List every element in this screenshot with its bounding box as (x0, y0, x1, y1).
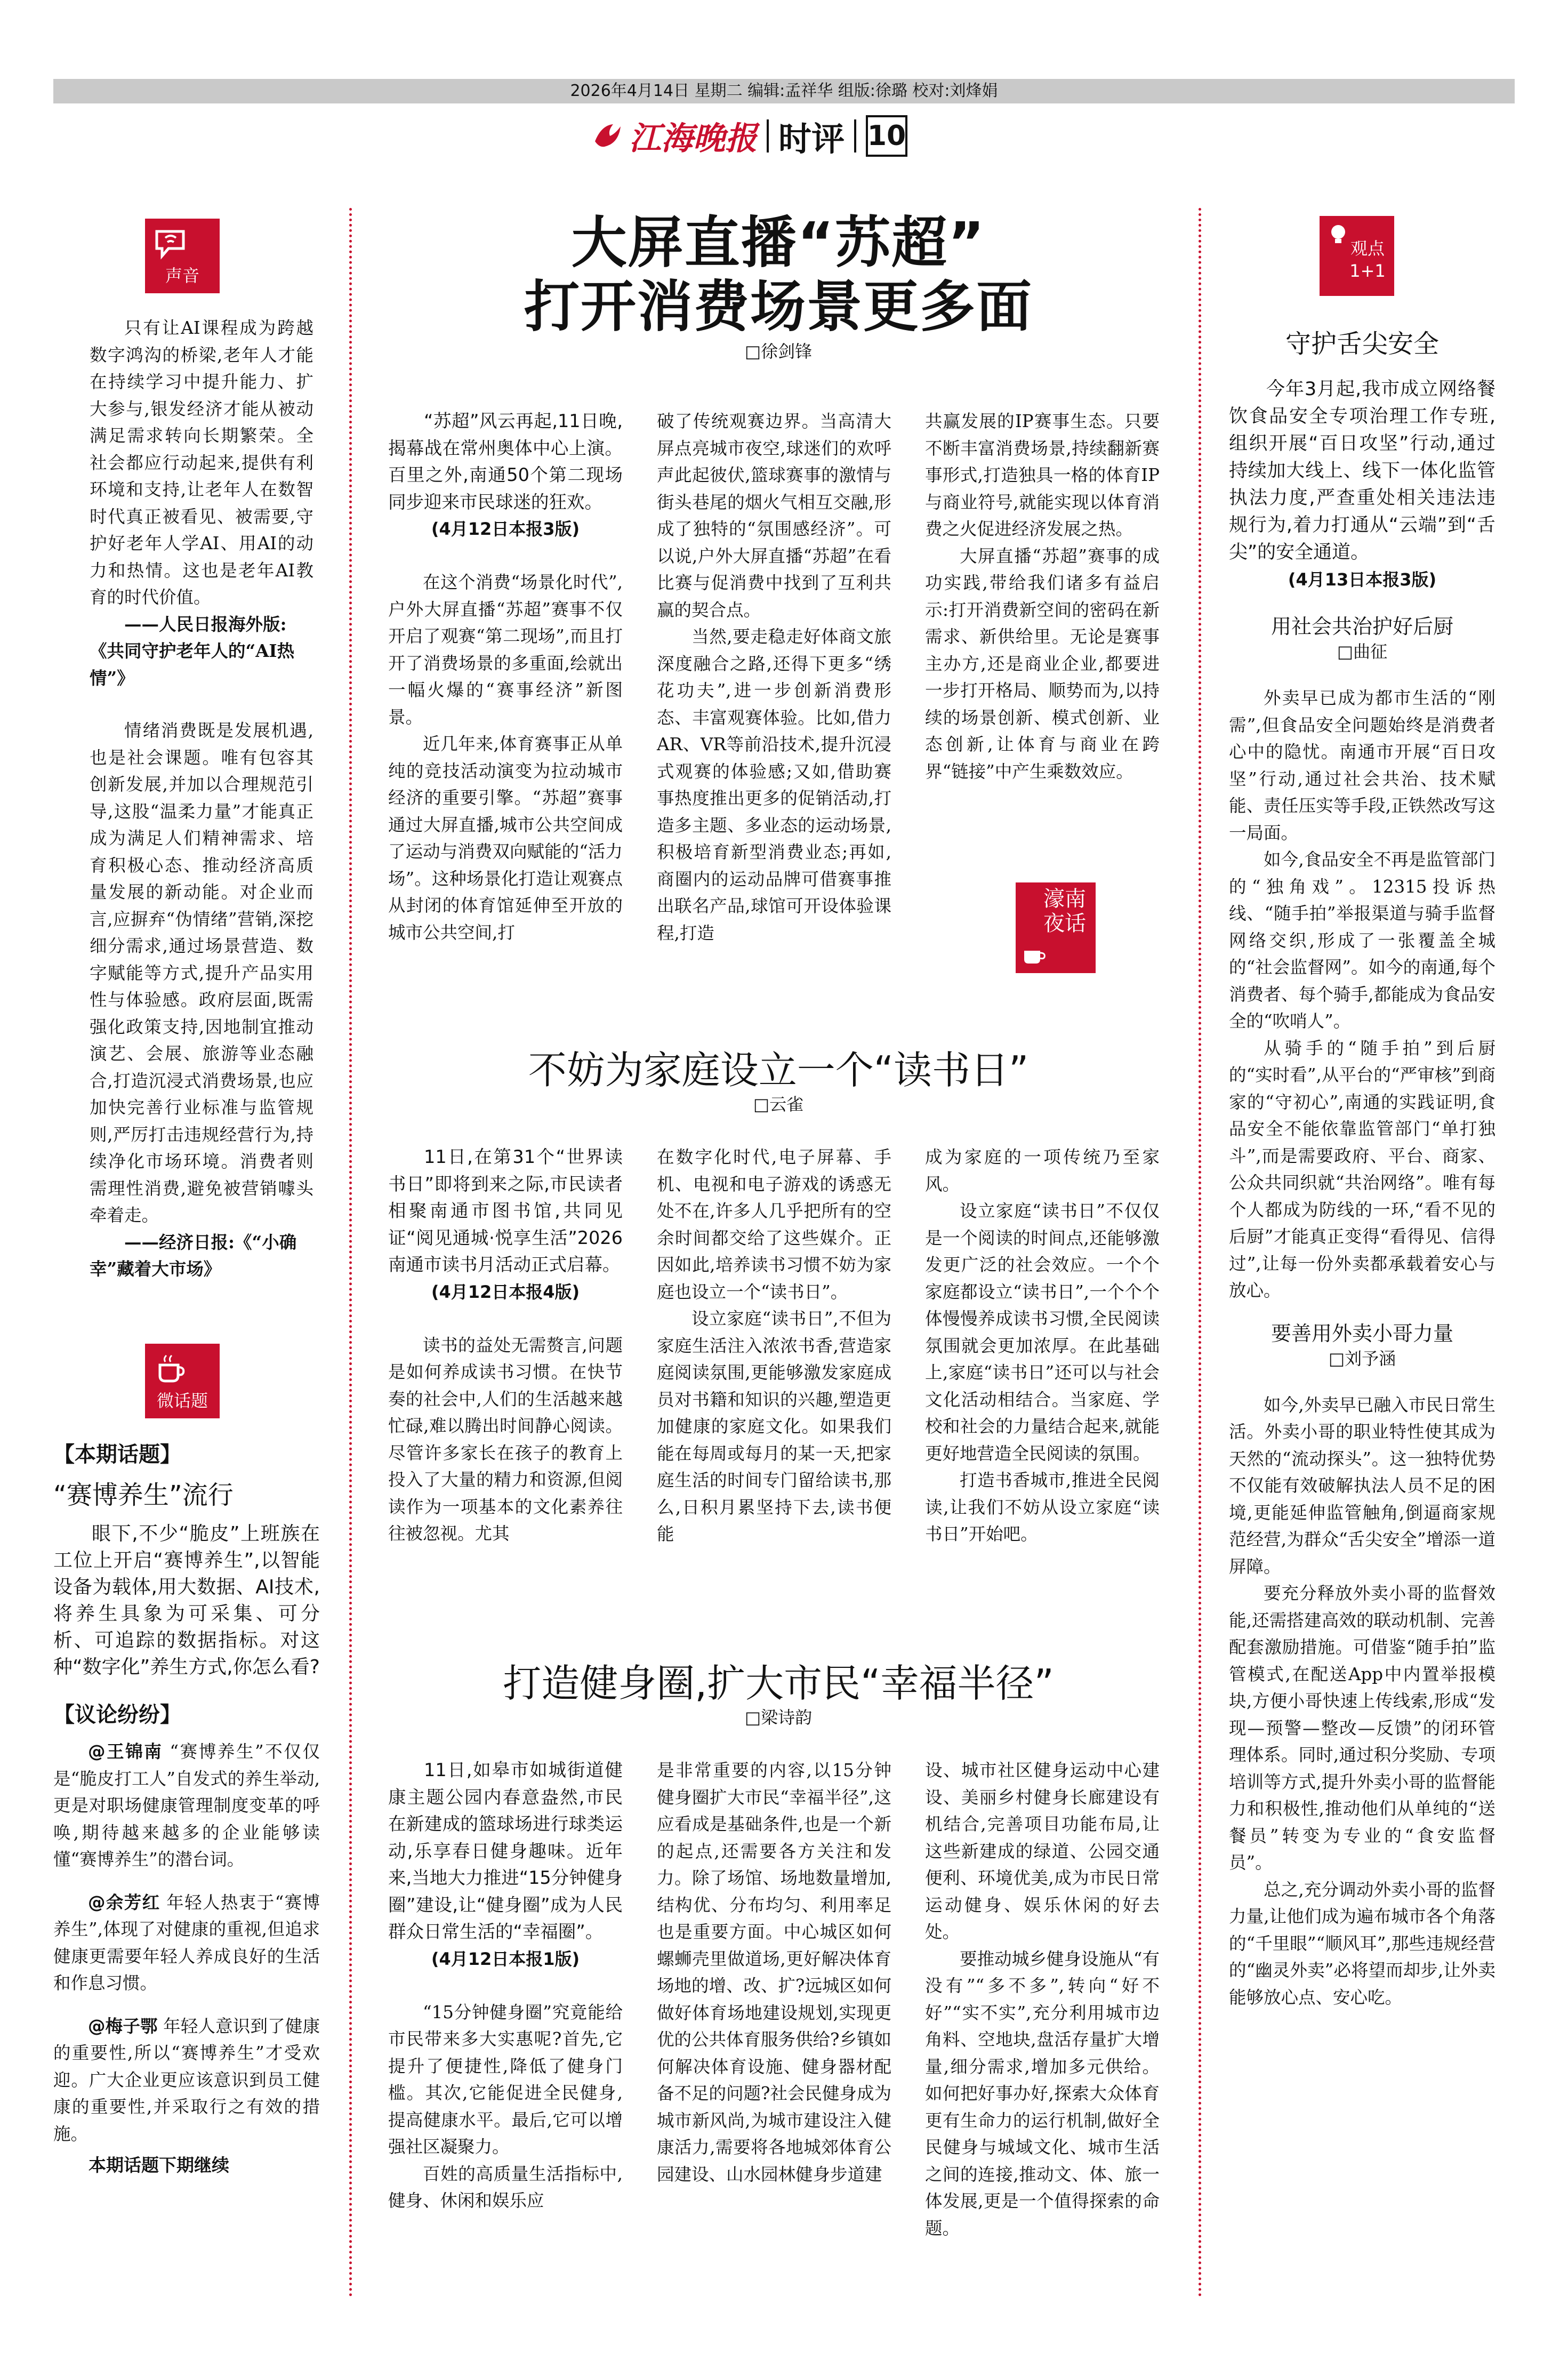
badge-voice (145, 219, 220, 293)
comment-3-author: @梅子鄂 (88, 2016, 158, 2036)
page-number: 10 (866, 115, 907, 157)
article-1-col-1 (388, 408, 623, 946)
comment-1-text: “赛博养生”不仅仅是“脆皮打工人”自发式的养生举动,更是对职场健康管理制度变革的呼唤,期待越来越多的企业能够读懂“赛博养生”的潜台词。 (53, 1741, 320, 1869)
article-2-para-6: 打造书香城市,推进全民阅读,让我们不妨从设立家庭“读书日”开始吧。 (925, 1470, 1160, 1544)
sub-article-2-para-2: 要充分释放外卖小哥的监督效能,还需搭建高效的联动机制、完善配套激励措施。可借鉴“随手拍”监管模式,在配送App中内置举报模块,方便小哥快速上传线索,形成“发现—预警—整改—反馈”的闭环管理体系。同时,通过积分奖励、专项培训等方式,提升外卖小哥的监督能力和积极性,推动他们从单纯的“送餐员”转变为专业的“食安监督员”。 (1229, 1583, 1495, 1873)
header-bar (53, 79, 1515, 103)
article-1-byline: □徐剑锋 (744, 341, 813, 362)
sub-article-1-title: 用社会共治护好后厨 (1271, 615, 1453, 638)
article-1-para-3: 破了传统观赛边界。当高清大屏点亮城市夜空,球迷们的欢呼声此起彼伏,篮球赛事的激情与街头巷尾的烟火气相互交融,形成了独特的“氛围感经济”。可以说,户外大屏直播“苏超”在看比赛与促消费中找到了互利共赢的契合点。 (657, 411, 891, 620)
comment-3 (53, 2013, 320, 2148)
badge-viewpoint-label: 观点1+1 (1349, 238, 1386, 281)
next-topic-note: 本期话题下期继续 (89, 2155, 229, 2176)
viewpoint-title: 守护舌尖安全 (1285, 329, 1439, 359)
badge-night-talk (1016, 882, 1096, 973)
coffee-cup-icon (152, 1351, 190, 1388)
article-1-para-4: 当然,要走稳走好体商文旅深度融合之路,还得下更多“绣花功夫”,进一步创新消费形态、丰富观赛体验。比如,借力AR、VR等前沿技术,提升沉浸式观赛的体验感;又如,借助赛事热度推出更多的促销活动,打造多主题、多业态的运动场景,积极培育新型消费业态;再如,商圈内的运动品牌可借赛事推出联名产品,球馆可开设体验课程,打造 (657, 627, 891, 943)
article-1-para-2: 近几年来,体育赛事正从单纯的竞技活动演变为拉动城市经济的重要引擎。“苏超”赛事通过大屏直播,城市公共空间成了运动与消费双向赋能的“活力场”。这种场景化打造让观赛点从封闭的体育馆延伸至开放的城市公共空间,打 (388, 734, 623, 943)
article-3-col-2 (657, 1757, 891, 2188)
article-1-col-2 (657, 408, 891, 946)
badge-viewpoint (1320, 216, 1394, 296)
comment-2 (53, 1889, 320, 1997)
article-1-col-3 (925, 408, 1160, 785)
article-2-byline: □云雀 (753, 1094, 804, 1114)
article-3-source: (4月12日本报1版) (431, 1948, 580, 1969)
viewpoint-lead: 今年3月起,我市成立网络餐饮食品安全专项治理工作专班,组织开展“百日攻坚”行动,通过持续加大线上、线下一体化监管执法力度,严查重处相关违法违规行为,着力打通从“云端”到“舌尖”的安全通道。 (1229, 379, 1495, 563)
paper-name: 江海晚报 (629, 120, 757, 157)
article-3-para-5: 要推动城乡健身设施从“有没有”“多不多”,转向“好不好”“实不实”,充分利用城市边角料、空地块,盘活存量扩大增量,细分需求,增加多元供给。如何把好事办好,探索大众体育更有生命力的运行机制,做好全民健身与城域文化、城市生活之间的连接,推动文、体、旅一体发展,更是一个值得探索的命题。 (925, 1948, 1160, 2238)
article-2-para-3: 设立家庭“读书日”,不但为家庭生活注入浓浓书香,营造家庭阅读氛围,更能够激发家庭成员对书籍和知识的兴趣,塑造更加健康的家庭文化。如果我们能在每周或每月的某一天,把家庭生活的时间专门留给读书,那么,日积月累坚持下去,读书便能 (657, 1309, 891, 1544)
article-1-title-line-1: 大屏直播“苏超” (571, 210, 986, 275)
column-divider-right (1199, 208, 1201, 2298)
article-3-para-1: “15分钟健身圈”究竟能给市民带来多大实惠呢?首先,它提升了便捷性,降低了健身门槛。其次,它能促进全民健身,提高健康水平。最后,它可以增强社区凝聚力。 (388, 2002, 623, 2157)
masthead-divider (854, 119, 856, 152)
article-3 (373, 1661, 1184, 1729)
badge-micro-topic-label: 微话题 (156, 1391, 208, 1411)
voice-attribution-2: ——经济日报:《“小确幸”藏着大市场》 (90, 1231, 297, 1279)
article-3-byline: □梁诗韵 (744, 1707, 813, 1728)
discuss-tag: 【议论纷纷】 (53, 1703, 181, 1727)
comment-1-author: @王锦南 (88, 1741, 163, 1762)
voice-quote-2: 情绪消费既是发展机遇,也是社会课题。唯有包容其创新发展,并加以合理规范引导,这股“温柔力量”才能真正成为满足人们精神需求、培育积极心态、推动经济高质量发展的新动能。对企业而言,应摒弃“伪情绪”营销,深挖细分需求,通过场景营造、数字赋能等方式,提升产品实用性与体验感。政府层面,既需强化政策支持,因地制宜推动演艺、会展、旅游等业态融合,打造沉浸式消费场景,也应加快完善行业标准与监管规则,严厉打击违规经营行为,持续净化市场环境。消费者则需理性消费,避免被营销噱头牵着走。 (90, 720, 313, 1225)
sub-article-1-para-3: 从骑手的“随手拍”到后厨的“实时看”,从平台的“严审核”到商家的“守初心”,南通的实践证明,食品安全不能依靠监管部门“单打独斗”,而是需要政府、平台、商家、公众共同织就“共治网络”。唯有每个人都成为防线的一环,“看不见的后厨”才能真正变得“看得见、信得过”,让每一份外卖都承载着安心与放心。 (1229, 1038, 1495, 1301)
article-3-col-3 (925, 1757, 1160, 2242)
article-2-source: (4月12日本报4版) (431, 1281, 580, 1302)
article-1-source: (4月12日本报3版) (431, 519, 580, 539)
sub-article-2-byline: □刘予涵 (1328, 1348, 1396, 1369)
article-2-title: 不妨为家庭设立一个“读书日” (528, 1048, 1029, 1093)
article-2-para-5: 设立家庭“读书日”不仅仅是一个阅读的时间点,还能够激发更广泛的社会效应。一个个家庭都设立“读书日”,一个个个体慢慢养成读书习惯,全民阅读氛围就会更加浓厚。在此基础上,家庭“读书日”还可以与社会文化活动相结合。当家庭、学校和社会的力量结合起来,就能更好地营造全民阅读的氛围。 (925, 1201, 1160, 1464)
teacup-icon (1021, 941, 1048, 968)
topic-tag: 【本期话题】 (53, 1442, 181, 1467)
article-2-col-1 (388, 1144, 623, 1547)
sub-article-2-para-3: 总之,充分调动外卖小哥的监督力量,让他们成为遍布城市各个角落的“千里眼”“顺风耳”,那些违规经营的“幽灵外卖”必将望而却步,让外卖能够放心点、安心吃。 (1229, 1879, 1495, 2008)
sub-article-2-title: 要善用外卖小哥力量 (1271, 1321, 1453, 1345)
sub-article-1-byline: □曲征 (1337, 641, 1388, 662)
topic-title: “赛博养生”流行 (53, 1480, 234, 1510)
voice-attribution-1: ——人民日报海外版:《共同守护老年人的“AI热情”》 (90, 613, 295, 688)
article-2-col-2 (657, 1144, 891, 1548)
viewpoint-source: (4月13日本报3版) (1288, 569, 1437, 590)
masthead-divider (767, 119, 769, 152)
sub-article-1-para-2: 如今,食品安全不再是监管部门的“独角戏”。12315投诉热线、“随手拍”举报渠道与骑手监督网络交织,形成了一张覆盖全城的“社会监督网”。如今的南通,每个消费者、每个骑手,都能成为食品安全的“吹哨人”。 (1229, 849, 1495, 1031)
article-3-para-3: 是非常重要的内容,以15分钟健身圈扩大市民“幸福半径”,这应看成是基础条件,也是一个新的起点,还需要各方关注和发力。除了场馆、场地数量增加,结构优、分布均匀、利用率足也是重要方面。中心城区如何螺蛳壳里做道场,更好解决体育场地的增、改、扩?远城区如何做好体育场地建设规划,实现更优的公共体育服务供给?乡镇如何解决体育设施、健身器材配备不足的问题?社会民健身成为城市新风尚,为城市建设注入健康活力,需要将各地城郊体育公园建设、山水园林健身步道建 (657, 1760, 891, 2185)
column-divider-left (349, 208, 352, 2298)
article-1-para-5: 共赢发展的IP赛事生态。只要不断丰富消费场景,持续翻新赛事形式,打造独具一格的体育IP与商业符号,就能实现以体育消费之火促进经济发展之热。 (925, 411, 1160, 539)
masthead (592, 112, 907, 160)
article-1 (373, 211, 1184, 363)
comment-3-text: 年轻人意识到了健康的重要性,所以“赛博养生”才受欢迎。广大企业更应该意识到员工健康的重要性,并采取行之有效的措施。 (53, 2016, 320, 2144)
speech-bubble-icon (152, 226, 190, 263)
topic-section (53, 1440, 320, 2177)
article-3-title: 打造健身圈,扩大市民“幸福半径” (503, 1661, 1054, 1706)
badge-voice-label: 声音 (165, 266, 199, 286)
article-1-title-line-2: 打开消费场景更多面 (524, 274, 1033, 339)
voice-quote-1: 只有让AI课程成为跨越数字鸿沟的桥梁,老年人才能在持续学习中提升能力、扩大参与,银发经济才能从被动满足需求转向长期繁荣。全社会都应行动起来,提供有利环境和支持,让老年人在数智时代真正被看见、被需要,守护好老年人学AI、用AI的动力和热情。这也是老年AI教育的时代价值。 (90, 318, 313, 607)
paper-logo-icon (592, 120, 624, 152)
article-2-para-2: 在数字化时代,电子屏幕、手机、电视和电子游戏的诱惑无处不在,许多人几乎把所有的空余时间都交给了这些媒介。正因如此,培养读书习惯不妨为家庭也设立一个“读书日”。 (657, 1147, 891, 1302)
article-3-col-1 (388, 1757, 623, 2214)
article-2-para-4: 成为家庭的一项传统乃至家风。 (925, 1147, 1160, 1194)
article-3-para-4: 设、城市社区健身运动中心建设、美丽乡村健身长廊建设有机结合,完善项目功能布局,让这些新建成的绿道、公园交通便利、环境优美,成为市民日常运动健身、娱乐休闲的好去处。 (925, 1760, 1160, 1942)
comment-1 (53, 1738, 320, 1873)
article-1-para-6: 大屏直播“苏超”赛事的成功实践,带给我们诸多有益启示:打开消费新空间的密码在新需求、新供给里。无论是赛事主办方,还是商业企业,都要进一步打开格局、顺势而为,以持续的场景创新、模式创新、业态创新,让体育与商业在跨界“链接”中产生乘数效应。 (925, 545, 1160, 782)
right-column (1229, 328, 1495, 2011)
comment-2-author: @余芳红 (88, 1892, 160, 1913)
article-2-para-1: 读书的益处无需赘言,问题是如何养成读书习惯。在快节奏的社会中,人们的生活越来越忙碌,难以腾出时间静心阅读。尽管许多家长在孩子的教育上投入了大量的精力和资源,但阅读作为一项基本的文化素养往往被忽视。尤其 (388, 1335, 623, 1544)
sub-article-2-para-1: 如今,外卖早已融入市民日常生活。外卖小哥的职业特性使其成为天然的“流动探头”。这一独特优势不仅能有效破解执法人员不足的困境,更能延伸监管触角,倒逼商家规范经营,为群众“舌尖安全”增添一道屏障。 (1229, 1394, 1495, 1577)
voice-section (90, 315, 313, 1283)
article-3-lead: 11日,如皋市如城街道健康主题公园内春意盎然,市民在新建成的篮球场进行球类运动,乐享春日健身趣味。近年来,当地大力推进“15分钟健身圈”建设,让“健身圈”成为人民群众日常生活的“幸福圈”。 (388, 1760, 623, 1942)
article-3-para-2: 百姓的高质量生活指标中,健身、休闲和娱乐应 (388, 2163, 623, 2211)
article-1-para-1: 在这个消费“场景化时代”,户外大屏直播“苏超”赛事不仅开启了观赛“第二现场”,而且打开了消费场景的多重面,绘就出一幅火爆的“赛事经济”新图景。 (388, 572, 623, 727)
article-2 (373, 1048, 1184, 1116)
article-2-lead: 11日,在第31个“世界读书日”即将到来之际,市民读者相聚南通市图书馆,共同见证“阅见通城·悦享生活”2026南通市读书月活动正式启幕。 (388, 1146, 623, 1275)
badge-micro-topic (145, 1344, 220, 1418)
sub-article-1-para-1: 外卖早已成为都市生活的“刚需”,但食品安全问题始终是消费者心中的隐忧。南通市开展“百日攻坚”行动,通过社会共治、技术赋能、责任压实等手段,正铁然改写这一局面。 (1229, 688, 1495, 843)
badge-night-talk-label: 濠南夜话 (1043, 887, 1086, 936)
header-info: 2026年4月14日 星期二 编辑:孟祥华 组版:徐璐 校对:刘烽娟 (570, 82, 998, 100)
article-1-lead: “苏超”风云再起,11日晚,揭幕战在常州奥体中心上演。百里之外,南通50个第二现场同步迎来市民球迷的狂欢。 (388, 411, 623, 512)
comment-2-text: 年轻人热衷于“赛博养生”,体现了对健康的重视,但追求健康更需要年轻人养成良好的生活和作息习惯。 (53, 1892, 320, 1993)
article-2-col-3 (925, 1144, 1160, 1548)
topic-body: 眼下,不少“脆皮”上班族在工位上开启“赛博养生”,以智能设备为载体,用大数据、AI技术,将养生具象为可采集、可分析、可追踪的数据指标。对这种“数字化”养生方式,你怎么看? (53, 1523, 320, 1678)
section-name: 时评 (778, 119, 845, 158)
